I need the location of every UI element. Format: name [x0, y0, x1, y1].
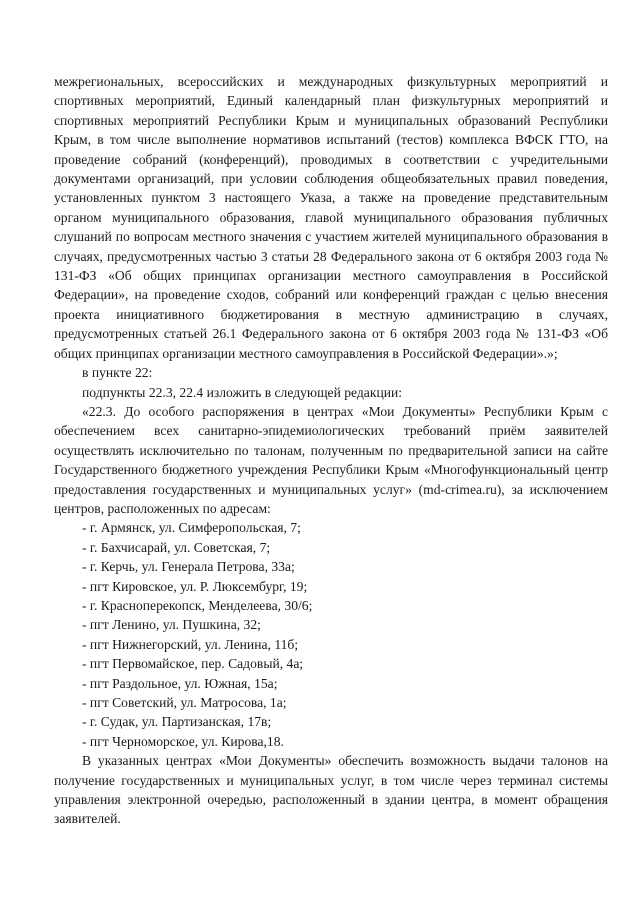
- address-item: - г. Армянск, ул. Симферопольская, 7;: [82, 520, 301, 536]
- address-item: - г. Красноперекопск, Менделеева, 30/6;: [82, 597, 313, 613]
- address-list: [54, 518, 608, 751]
- address-item: - пгт Раздольное, ул. Южная, 15а;: [82, 675, 278, 691]
- point-22-line: в пункте 22:: [82, 365, 153, 381]
- document-body: [54, 72, 608, 829]
- address-item: - пгт Советский, ул. Матросова, 1а;: [82, 695, 287, 710]
- address-item: - пгт Кировское, ул. Р. Люксембург, 19;: [82, 578, 308, 594]
- address-item: - пгт Первомайское, пер. Садовый, 4а;: [82, 656, 304, 672]
- address-item: - г. Бахчисарай, ул. Советская, 7;: [82, 539, 271, 555]
- subpoints-line: подпункты 22.3, 22.4 изложить в следующей редакции:: [82, 384, 403, 400]
- address-item: - пгт Ленино, ул. Пушкина, 32;: [82, 617, 261, 633]
- address-item: - г. Судак, ул. Партизанская, 17в;: [82, 714, 272, 730]
- closing-paragraph: В указанных центрах «Мои Документы» обеспечить возможность выдачи талонов на получение государственных и муниципальных услуг, в том числе через терминал системы управления электронной очередью, расположенный в здании центра, в момент обращения заявителей.: [54, 753, 608, 827]
- address-item: - пгт Нижнегорский, ул. Ленина, 11б;: [82, 636, 299, 652]
- paragraph-22-3: «22.3. До особого распоряжения в центрах «Мои Документы» Республики Крым с обеспечением всех санитарно-эпидемиологических требований приём заявителей осуществлять исключительно по талонам, полученным по предварительной записи на сайте Государственного бюджетного учреждения Республики Крым «Многофункциональный центр предоставления государственных и муниципальных услуг» (md-crimea.ru), за исключением центров, расположенных по адресам:: [54, 403, 608, 516]
- address-item: - г. Керчь, ул. Генерала Петрова, 33а;: [82, 559, 295, 575]
- intro-paragraph: межрегиональных, всероссийских и международных физкультурных мероприятий и спортивных мероприятий, Единый календарный план физкультурных мероприятий и спортивных мероприятий Республики Крым и муниципальных образований Республики Крым, в том числе выполнение нормативов испытаний (тестов) комплекса ВФСК ГТО, на проведение собраний (конференций), проводимых в соответствии с учредительными документами организаций, при условии соблюдения общеобязательных правил поведения, установленных пунктом 3 настоящего Указа, а также на проведение представительным органом муниципального образования, главой муниципального образования публичных слушаний по вопросам местного значения с участием жителей муниципального образования в случаях, предусмотренных частью 3 статьи 28 Федерального закона от 6 октября 2003 года № 131-ФЗ «Об общих принципах организации местного самоуправления в Российской Федерации», на проведение сходов, собраний или конференций граждан с целью внесения проекта инициативного бюджетирования в местную администрацию в случаях, предусмотренных статьей 26.1 Федерального закона от 6 октября 2003 года № 131-ФЗ «Об общих принципах организации местного самоуправления в Российской Федерации».»;: [54, 74, 608, 361]
- address-item: - пгт Черноморское, ул. Кирова,18.: [82, 733, 284, 749]
